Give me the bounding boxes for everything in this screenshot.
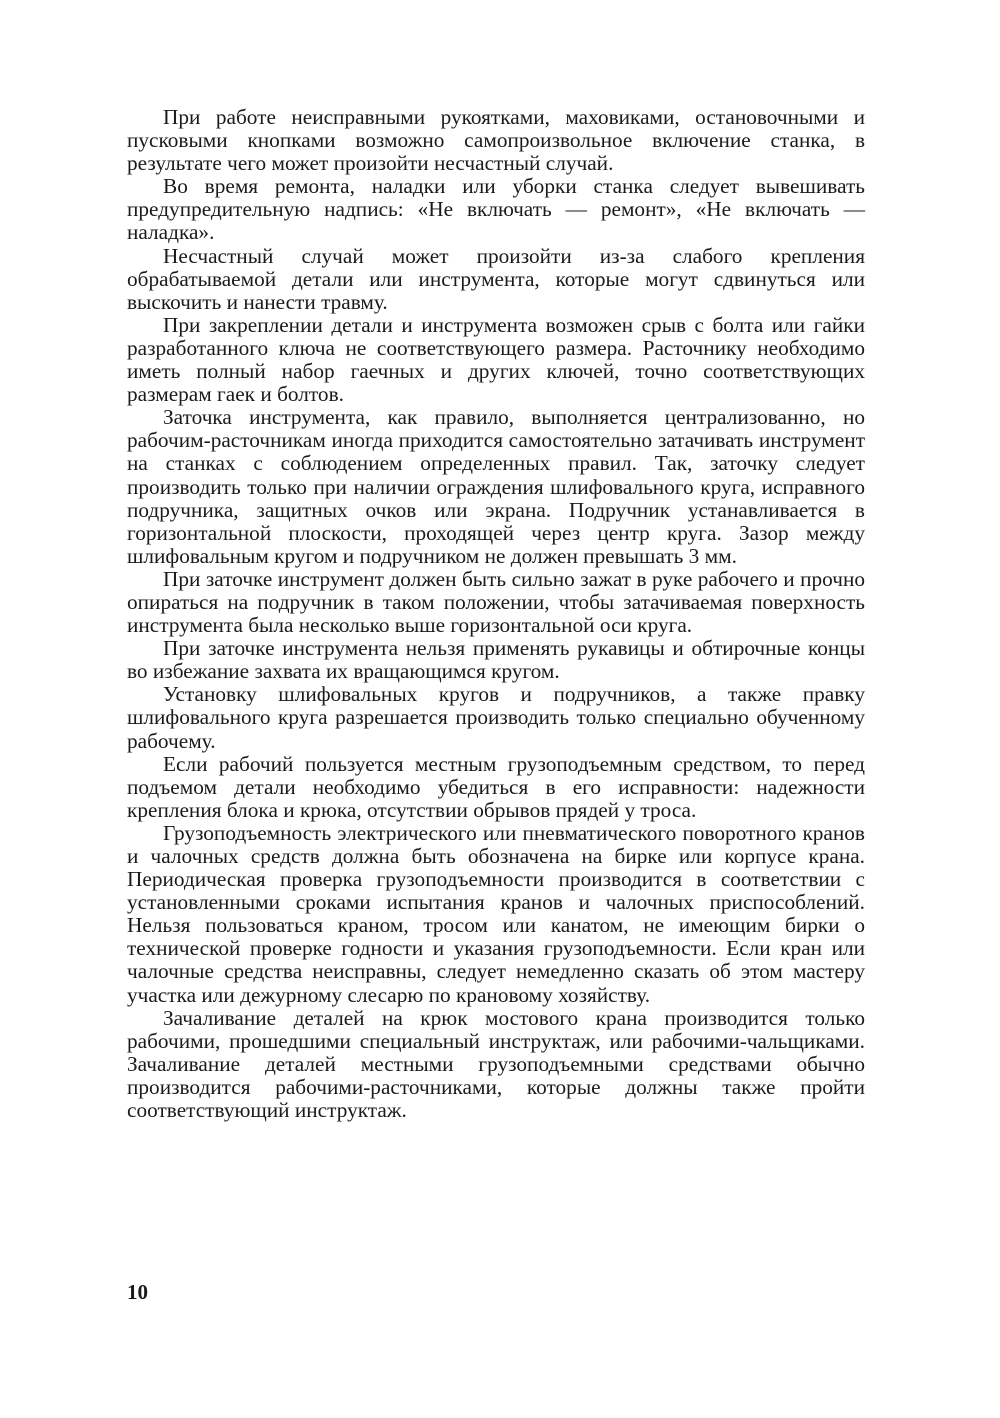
page-number: 10 — [127, 1280, 148, 1304]
paragraph-6: При заточке инструмент должен быть сильно зажат в руке рабочего и прочно опираться на подручник в таком положении, чтобы затачиваемая поверхность инструмента была несколько выше горизонтальной оси круга. — [127, 566, 865, 638]
paragraph-5: Заточка инструмента, как правило, выполняется централизованно, но рабочим-расточникам иногда приходится самостоятельно затачивать инструмент на станках с соблюдением определенных правил. Так, заточку следует производить только при наличии ограждения шлифовального круга, исправного подручника, защитных очков или экрана. Подручник устанавливается в горизонтальной плоскости, проходящей через центр круга. Зазор между шлифовальным кругом и подручником не должен превышать 3 мм. — [127, 405, 865, 568]
paragraph-3: Несчастный случай может произойти из-за слабого крепления обрабатываемой детали или инструмента, которые могут сдвинуться или выскочить и нанести травму. — [127, 243, 865, 314]
paragraph-1: При работе неисправными рукоятками, маховиками, остановочными и пусковыми кнопками возможно самопроизвольное включение станка, в результате чего может произойти несчастный случай. — [127, 105, 865, 176]
paragraph-2: Во время ремонта, наладки или уборки станка следует вывешивать предупредительную надпись: «Не включать — ремонт», «Не включать — наладка». — [127, 174, 865, 245]
paragraph-9: Если рабочий пользуется местным грузоподъемным средством, то перед подъемом детали необходимо убедиться в его исправности: надежности крепления блока и крюка, отсутствии обрывов прядей у троса. — [127, 751, 865, 822]
paragraph-10: Грузоподъемность электрического или пневматического поворотного кранов и чалочных средств должна быть обозначена на бирке или корпусе крана. Периодическая проверка грузоподъемности производится в соответствии с установленными сроками испытания кранов и чалочных приспособлений. Нельзя пользоваться краном, тросом или канатом, не имеющим бирки о технической проверке годности и указания грузоподъемности. Если кран или чалочные средства неисправны, следует немедленно сказать об этом мастеру участка или дежурному слесарю по крановому хозяйству. — [127, 820, 865, 1007]
paragraph-11: Зачаливание деталей на крюк мостового крана производится только рабочими, прошедшими специальный инструктаж, или рабочими-чальщиками. Зачаливание деталей местными грузоподъемными средствами обычно производится рабочими-расточниками, которые должны также пройти соответствующий инструктаж. — [127, 1005, 865, 1123]
paragraph-7: При заточке инструмента нельзя применять рукавицы и обтирочные концы во избежание захвата их вращающимся кругом. — [127, 636, 865, 684]
page-body — [127, 106, 865, 1122]
paragraph-4: При закреплении детали и инструмента возможен срыв с болта или гайки разработанного ключа не соответствующего размера. Расточнику необходимо иметь полный набор гаечных и других ключей, точно соответствующих размерам гаек и болтов. — [127, 312, 865, 407]
paragraph-8: Установку шлифовальных кругов и подручников, а также правку шлифовального круга разрешается производить только специально обученному рабочему. — [127, 682, 865, 753]
